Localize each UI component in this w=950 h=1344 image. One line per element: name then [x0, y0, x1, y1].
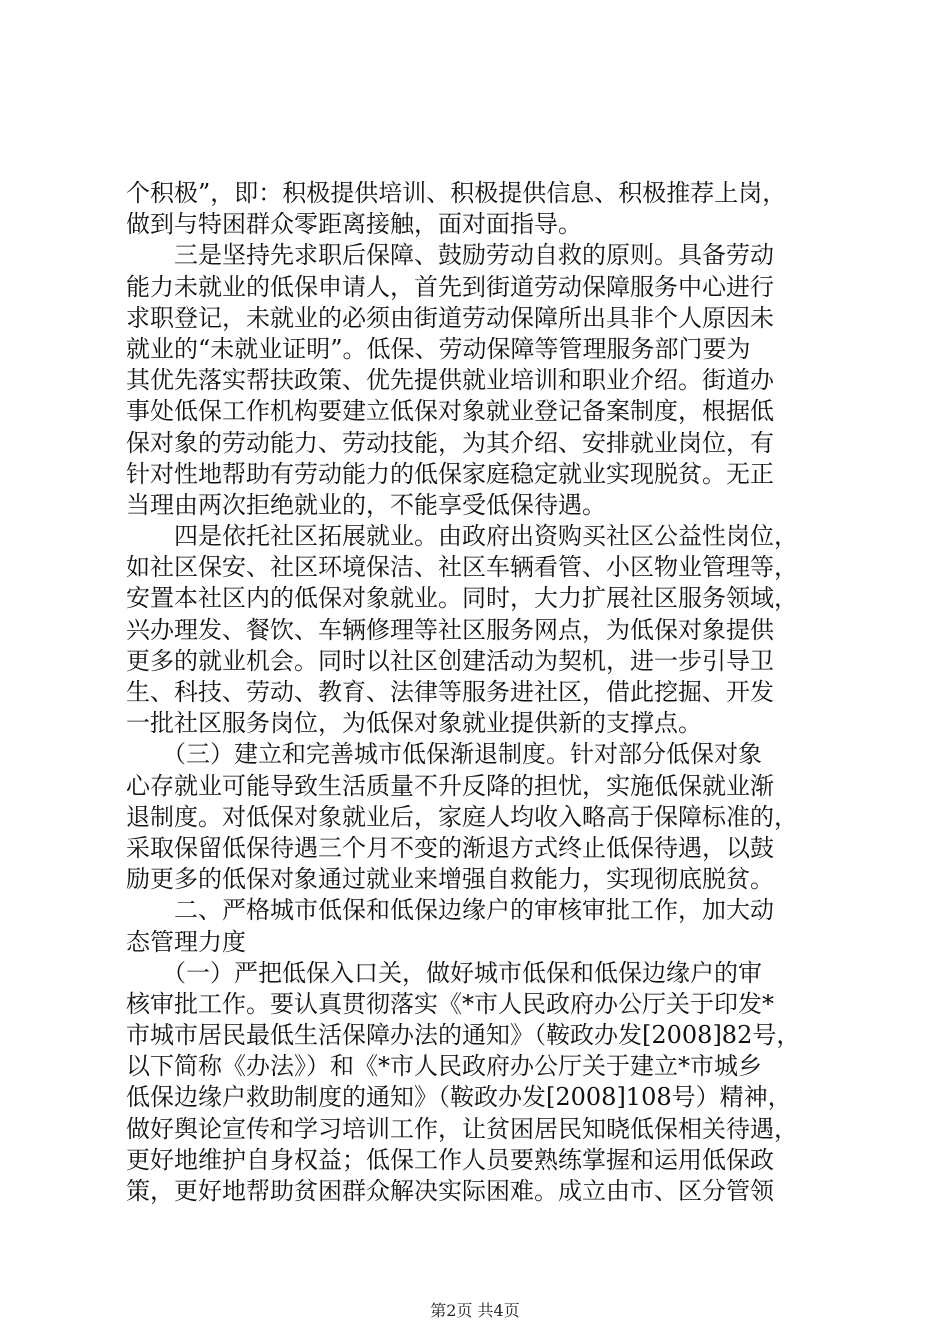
text-line: 针对性地帮助有劳动能力的低保家庭稳定就业实现脱贫。无正 [126, 459, 774, 488]
text-line: 生、科技、劳动、教育、法律等服务进社区，借此挖掘、开发 [126, 678, 774, 706]
text-line: 如社区保安、社区环境保洁、社区车辆看管、小区物业管理等， [126, 553, 798, 582]
text-line: 以下简称《办法》）和《*市人民政府办公厅关于建立*市城乡 [126, 1052, 762, 1081]
text-line: 退制度。对低保对象就业后，家庭人均收入略高于保障标准的， [126, 802, 798, 831]
text-line: 保对象的劳动能力、劳动技能，为其介绍、安排就业岗位，有 [126, 428, 774, 457]
text-line: 个积极”，即：积极提供培训、积极提供信息、积极推荐上岗， [126, 179, 787, 207]
text-line: （三）建立和完善城市低保渐退制度。针对部分低保对象 [126, 740, 762, 769]
text-line: 当理由两次拒绝就业的，不能享受低保待遇。 [126, 490, 606, 519]
text-line: 做好舆论宣传和学习培训工作，让贫困居民知晓低保相关待遇， [126, 1114, 798, 1143]
text-line: 一批社区服务岗位，为低保对象就业提供新的支撑点。 [126, 709, 702, 738]
text-line: 更多的就业机会。同时以社区创建活动为契机，进一步引导卫 [126, 646, 774, 675]
page-footer: 第2页 共4页 [430, 1301, 520, 1320]
document-body [126, 178, 832, 1207]
text-line: 态管理力度 [126, 927, 246, 956]
text-line: 求职登记，未就业的必须由街道劳动保障所出具非个人原因未 [126, 303, 774, 332]
text-line: 市城市居民最低生活保障办法的通知》（鞍政办发[2008]82号， [126, 1021, 801, 1050]
text-line: 更好地维护自身权益；低保工作人员要熟练掌握和运用低保政 [126, 1145, 774, 1174]
text-line: 兴办理发、餐饮、车辆修理等社区服务网点，为低保对象提供 [126, 615, 774, 644]
text-line: 低保边缘户救助制度的通知》（鞍政办发[2008]108号）精神， [126, 1083, 792, 1112]
text-line: 安置本社区内的低保对象就业。同时，大力扩展社区服务领域， [126, 584, 798, 613]
text-line: 三是坚持先求职后保障、鼓励劳动自救的原则。具备劳动 [126, 241, 774, 270]
text-line: 事处低保工作机构要建立低保对象就业登记备案制度，根据低 [126, 397, 774, 426]
text-line: 心存就业可能导致生活质量不升反降的担忧，实施低保就业渐 [126, 771, 774, 800]
text-line: 采取保留低保待遇三个月不变的渐退方式终止低保待遇，以鼓 [126, 833, 774, 862]
text-line: 二、严格城市低保和低保边缘户的审核审批工作，加大动 [126, 896, 774, 925]
text-line: 核审批工作。要认真贯彻落实《*市人民政府办公厅关于印发* [126, 989, 774, 1018]
text-line: 四是依托社区拓展就业。由政府出资购买社区公益性岗位， [126, 522, 798, 551]
text-line: 励更多的低保对象通过就业来增强自救能力，实现彻底脱贫。 [126, 865, 774, 894]
text-line: （一）严把低保入口关，做好城市低保和低保边缘户的审 [126, 958, 762, 987]
text-line: 做到与特困群众零距离接触，面对面指导。 [126, 210, 582, 239]
text-line: 就业的“未就业证明”。低保、劳动保障等管理服务部门要为 [126, 334, 751, 363]
text-line: 其优先落实帮扶政策、优先提供就业培训和职业介绍。街道办 [126, 366, 774, 395]
text-line: 能力未就业的低保申请人，首先到街道劳动保障服务中心进行 [126, 272, 774, 301]
text-line: 策，更好地帮助贫困群众解决实际困难。成立由市、区分管领 [126, 1177, 774, 1205]
